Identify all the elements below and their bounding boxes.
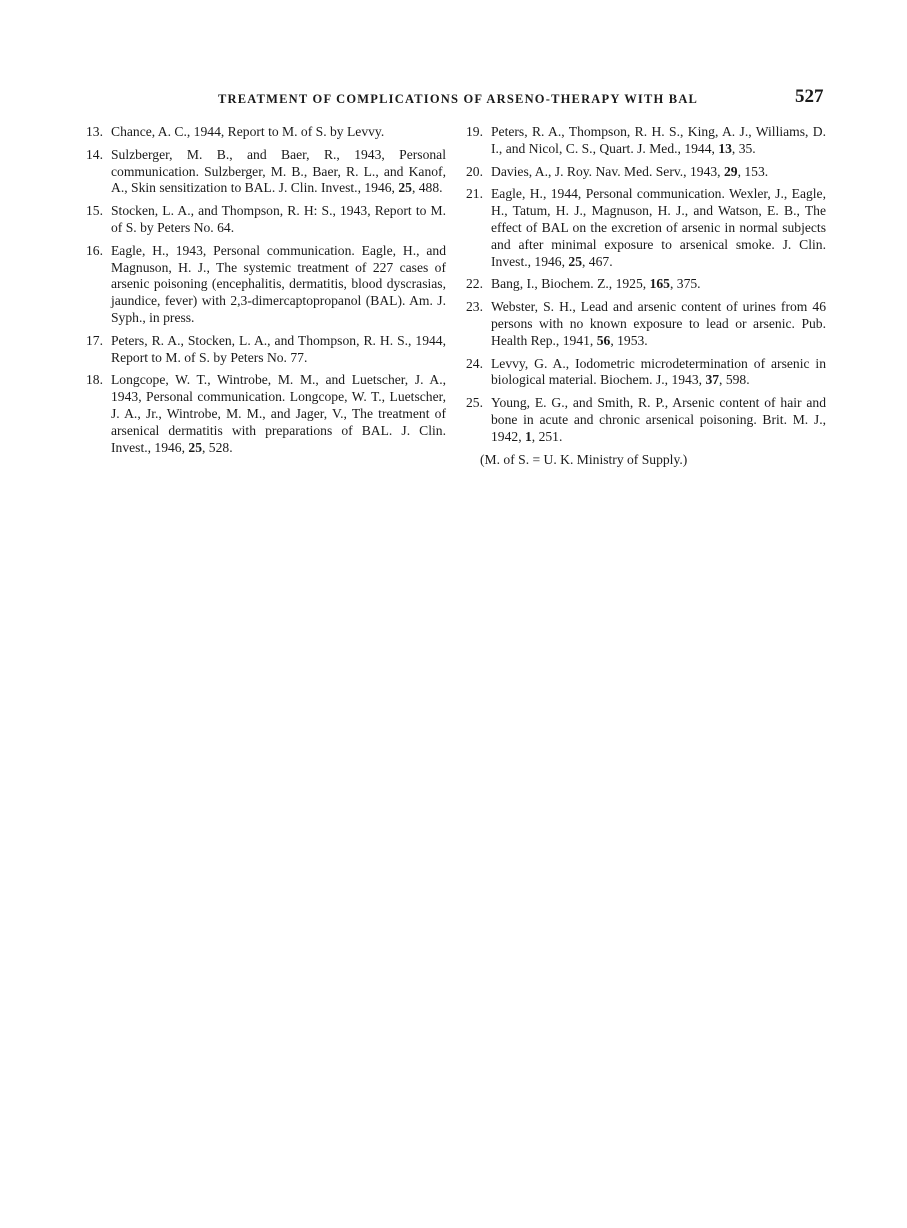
reference-19: 19. Peters, R. A., Thompson, R. H. S., King, A. J., Williams, D. I., and Nicol, C. S., Quart. J. Med., 1944, 13, 35. (466, 124, 826, 156)
reference-23: 23. Webster, S. H., Lead and arsenic content of urines from 46 persons with no known exposure to lead or arsenic. Pub. Health Rep., 1941, 56, 1953. (466, 299, 826, 348)
reference-22: 22. Bang, I., Biochem. Z., 1925, 165, 375. (466, 276, 701, 292)
references-right-column (466, 124, 826, 468)
reference-14: 14. Sulzberger, M. B., and Baer, R., 1943, Personal communication. Sulzberger, M. B., Baer, R. L., and Kanof, A., Skin sensitization to BAL. J. Clin. Invest., 1946, 25, 488. (86, 146, 446, 196)
references-left-column (86, 124, 446, 462)
abbreviation-footnote: (M. of S. = U. K. Ministry of Supply.) (480, 451, 688, 467)
reference-20: 20. Davies, A., J. Roy. Nav. Med. Serv., 1943, 29, 153. (466, 163, 769, 179)
reference-21: 21. Eagle, H., 1944, Personal communication. Wexler, J., Eagle, H., Tatum, H. J., Magnuson, H. J., and Watson, E. B., The effect of BAL on the excretion of arsenic in normal subjects and after minimal exposure to arsenical smoke. J. Clin. Invest., 1946, 25, 467. (466, 186, 826, 269)
reference-25: 25. Young, E. G., and Smith, R. P., Arsenic content of hair and bone in acute and chronic arsenical poisoning. Brit. M. J., 1942, 1, 251. (466, 395, 826, 444)
reference-18: 18. Longcope, W. T., Wintrobe, M. M., and Luetscher, J. A., 1943, Personal communication. Longcope, W. T., Luetscher, J. A., Jr., Wintrobe, M. M., and Jager, V., The treatment of arsenical dermatitis with preparations of BAL. J. Clin. Invest., 1946, 25, 528. (86, 372, 446, 455)
reference-15: 15. Stocken, L. A., and Thompson, R. H: S., 1943, Report to M. of S. by Peters No. 64. (86, 203, 446, 235)
reference-16: 16. Eagle, H., 1943, Personal communication. Eagle, H., and Magnuson, H. J., The systemic treatment of 227 cases of arsenic poisoning (encephalitis, dermatitis, blood dyscrasias, jaundice, fever) with 2,3-dimercaptopropanol (BAL). Am. J. Syph., in press. (86, 242, 446, 325)
reference-24: 24. Levvy, G. A., Iodometric microdetermination of arsenic in biological material. Biochem. J., 1943, 37, 598. (466, 355, 826, 388)
running-head: TREATMENT OF COMPLICATIONS OF ARSENO-THERAPY WITH BAL (218, 92, 699, 106)
page-number: 527 (795, 86, 824, 107)
reference-17: 17. Peters, R. A., Stocken, L. A., and Thompson, R. H. S., 1944, Report to M. of S. by Peters No. 77. (86, 332, 446, 365)
reference-13: 13. Chance, A. C., 1944, Report to M. of S. by Levvy. (86, 124, 385, 139)
